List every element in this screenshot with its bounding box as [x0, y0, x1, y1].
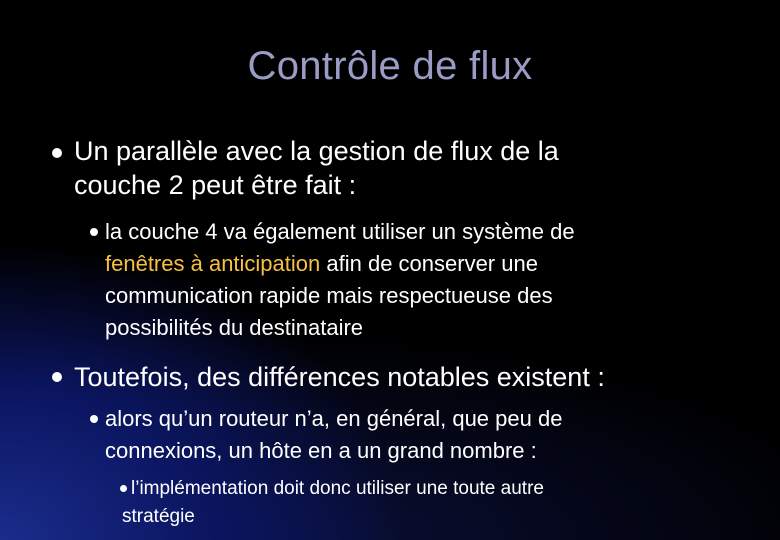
bullet-1-sub-line4: possibilités du destinataire [105, 315, 364, 340]
bullet-1-sub [105, 216, 575, 344]
bullet-1 [74, 134, 559, 202]
bullet-2 [74, 360, 605, 394]
bullet-level1-icon [52, 372, 62, 382]
bullet-2-subsub-cont [122, 503, 195, 530]
bullet-1-line1: Un parallèle avec la gestion de flux de la [74, 136, 559, 166]
bullet-1-sub-line2 [105, 248, 575, 280]
bullet-2-sub-line1: alors qu’un routeur n’a, en général, que peu de [105, 406, 563, 431]
bullet-2-subsub-line2: stratégie [122, 506, 195, 527]
bullet-1-sub-line3: communication rapide mais respectueuse des [105, 283, 553, 308]
bullet-2-subsub-line1: l’implémentation doit donc utiliser une toute autre [131, 478, 544, 499]
bullet-2-sub-line2: connexions, un hôte en a un grand nombre : [105, 438, 537, 463]
bullet-1-sub-line1: la couche 4 va également utiliser un système de [105, 219, 575, 244]
bullet-2-line1: Toutefois, des différences notables existent : [74, 362, 605, 392]
bullet-2-subsub [131, 475, 544, 502]
bullet-level2-icon [90, 415, 98, 423]
bullet-level2-icon [90, 228, 98, 236]
bullet-level1-icon [52, 148, 62, 158]
bullet-1-line2: couche 2 peut être fait : [74, 170, 357, 200]
bullet-level3-icon [120, 485, 127, 492]
bullet-1-sub-line2-rest: afin de conserver une [320, 251, 538, 276]
bullet-2-sub [105, 403, 562, 467]
highlight-term: fenêtres à anticipation [105, 251, 321, 276]
slide-title: Contrôle de flux [247, 44, 533, 88]
